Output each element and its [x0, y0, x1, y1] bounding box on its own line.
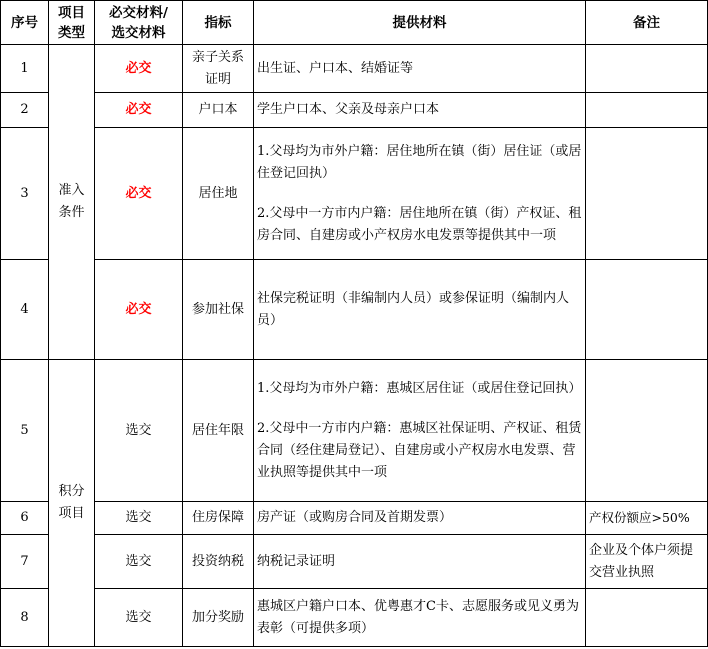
table-row [1, 360, 708, 502]
row-required-type: 必交 [95, 45, 183, 93]
material-text: 房产证（或购房合同及首期发票） [257, 510, 453, 525]
row-seq: 8 [1, 589, 49, 647]
header-required-line2: 选交材料 [111, 24, 166, 41]
row-indicator: 住房保障 [183, 502, 254, 535]
row-materials [254, 535, 586, 589]
row-notes: 企业及个体户须提交营业执照 [586, 535, 708, 589]
row-required-type: 选交 [95, 589, 183, 647]
table-row [1, 128, 708, 260]
material-text: 社保完税证明（非编制内人员）或参保证明（编制内人员） [257, 290, 570, 328]
row-seq: 1 [1, 45, 49, 93]
row-notes [586, 260, 708, 360]
row-indicator: 居住地 [183, 128, 254, 260]
group-entry-conditions [49, 45, 95, 360]
header-notes: 备注 [586, 1, 708, 45]
row-required-type: 必交 [95, 260, 183, 360]
table-row [1, 589, 708, 647]
row-materials [254, 360, 586, 502]
row-materials [254, 93, 586, 128]
row-notes [586, 93, 708, 128]
row-seq: 7 [1, 535, 49, 589]
table-row [1, 535, 708, 589]
material-text: 纳税记录证明 [257, 553, 336, 569]
table-row [1, 93, 708, 128]
table-row [1, 502, 708, 535]
header-materials: 提供材料 [254, 1, 586, 45]
row-materials [254, 45, 586, 93]
row-indicator: 加分奖励 [183, 589, 254, 647]
row-indicator: 参加社保 [183, 260, 254, 360]
row-seq: 6 [1, 502, 49, 535]
header-required-line1: 必交材料/ [109, 4, 168, 21]
row-notes: 产权份额应>50% [586, 502, 708, 535]
table-row [1, 45, 708, 93]
group-label: 准入条件 [58, 183, 85, 220]
row-required-type: 选交 [95, 360, 183, 502]
row-notes [586, 45, 708, 93]
row-notes [586, 360, 708, 502]
row-indicator: 投资纳税 [183, 535, 254, 589]
row-required-type: 必交 [95, 128, 183, 260]
row-required-type: 必交 [95, 93, 183, 128]
row-required-type: 选交 [95, 502, 183, 535]
header-type: 项目类型 [49, 1, 95, 45]
row-required-type: 选交 [95, 535, 183, 589]
row-materials [254, 502, 586, 535]
group-label: 积分项目 [58, 484, 85, 521]
group-points-items [49, 360, 95, 647]
row-seq: 4 [1, 260, 49, 360]
row-materials [254, 589, 586, 647]
material-text: 惠城区户籍户口本、优粤惠才C卡、志愿服务或见义勇为表彰（可提供多项） [257, 598, 579, 636]
header-indicator: 指标 [183, 1, 254, 45]
row-indicator: 亲子关系证明 [183, 45, 254, 93]
header-seq: 序号 [1, 1, 49, 45]
material-text: 2.父母中一方市内户籍：居住地所在镇（街）产权证、租房合同、自建房或小产权房水电发票等提供其中一项 [257, 205, 582, 243]
header-row [1, 1, 708, 45]
row-seq: 3 [1, 128, 49, 260]
material-text: 学生户口本、父亲及母亲户口本 [257, 102, 440, 117]
row-materials [254, 128, 586, 260]
row-seq: 2 [1, 93, 49, 128]
row-materials [254, 260, 586, 360]
row-seq: 5 [1, 360, 49, 502]
material-text: 出生证、户口本、结婚证等 [257, 60, 414, 76]
row-notes [586, 128, 708, 260]
material-text: 1.父母均为市外户籍：居住地所在镇（街）居住证（或居住登记回执） [257, 143, 582, 181]
row-indicator: 居住年限 [183, 360, 254, 502]
row-indicator: 户口本 [183, 93, 254, 128]
table-row [1, 260, 708, 360]
material-text: 1.父母均为市外户籍：惠城区居住证（或居住登记回执） [257, 380, 582, 396]
material-text: 2.父母中一方市内户籍：惠城区社保证明、产权证、租赁合同（经住建局登记）、自建房或小产权房水电发票、营业执照等提供其中一项 [257, 420, 582, 480]
header-required [95, 1, 183, 45]
row-notes [586, 589, 708, 647]
